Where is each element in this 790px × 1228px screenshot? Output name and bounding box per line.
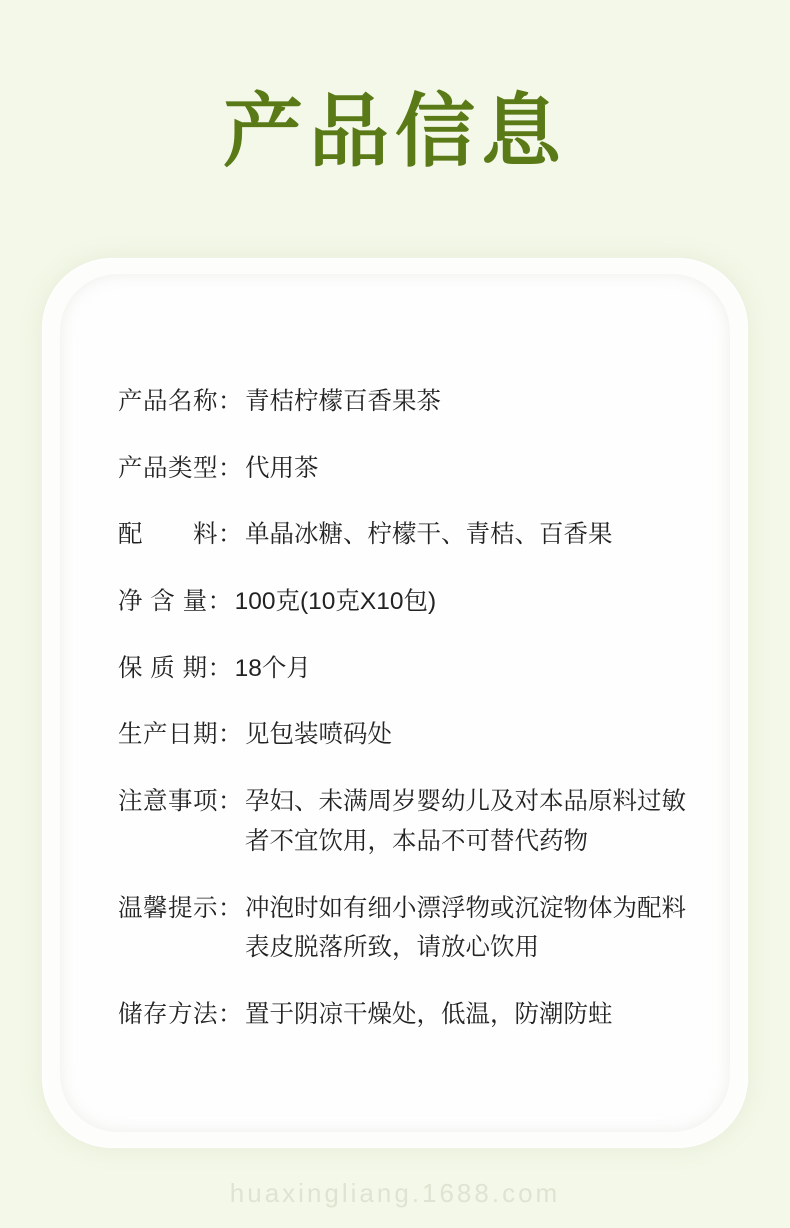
info-value: 见包装喷码处 <box>245 721 392 749</box>
info-row <box>118 889 700 968</box>
info-value: 孕妇、未满周岁婴幼儿及对本品原料过敏者不宜饮用，本品不可替代药物 <box>245 788 686 855</box>
product-info-list <box>118 382 700 1062</box>
info-value: 100克(10克X10包) <box>234 588 437 616</box>
card-inner-surface <box>60 274 730 1132</box>
info-value: 代用茶 <box>245 454 319 482</box>
info-row <box>118 782 700 861</box>
info-label: 配 料： <box>118 521 243 549</box>
info-label: 生产日期： <box>118 721 243 749</box>
info-row <box>118 649 700 689</box>
info-row <box>118 515 700 555</box>
product-info-card <box>42 258 748 1148</box>
info-value: 置于阴凉干燥处，低温，防潮防蛀 <box>245 1000 613 1028</box>
info-row <box>118 582 700 622</box>
info-value: 单晶冰糖、柠檬干、青桔、百香果 <box>245 521 613 549</box>
info-value: 青桔柠檬百香果茶 <box>245 388 441 415</box>
watermark-text: huaxingliang.1688.com <box>229 1178 561 1208</box>
info-label: 产品名称： <box>118 388 243 415</box>
info-label: 注意事项： <box>118 788 243 816</box>
info-label: 温馨提示： <box>118 894 243 922</box>
info-row <box>118 995 700 1035</box>
info-row <box>118 449 700 489</box>
info-row <box>118 382 700 422</box>
page-title: 产品信息 <box>223 87 567 176</box>
info-label: 保 质 期： <box>118 654 233 682</box>
info-value: 冲泡时如有细小漂浮物或沉淀物体为配料表皮脱落所致，请放心饮用 <box>245 894 686 962</box>
info-label: 储存方法： <box>118 1000 243 1028</box>
info-row <box>118 715 700 755</box>
info-label: 净 含 量： <box>118 588 233 616</box>
info-value: 18个月 <box>234 654 311 682</box>
info-label: 产品类型： <box>118 454 243 482</box>
